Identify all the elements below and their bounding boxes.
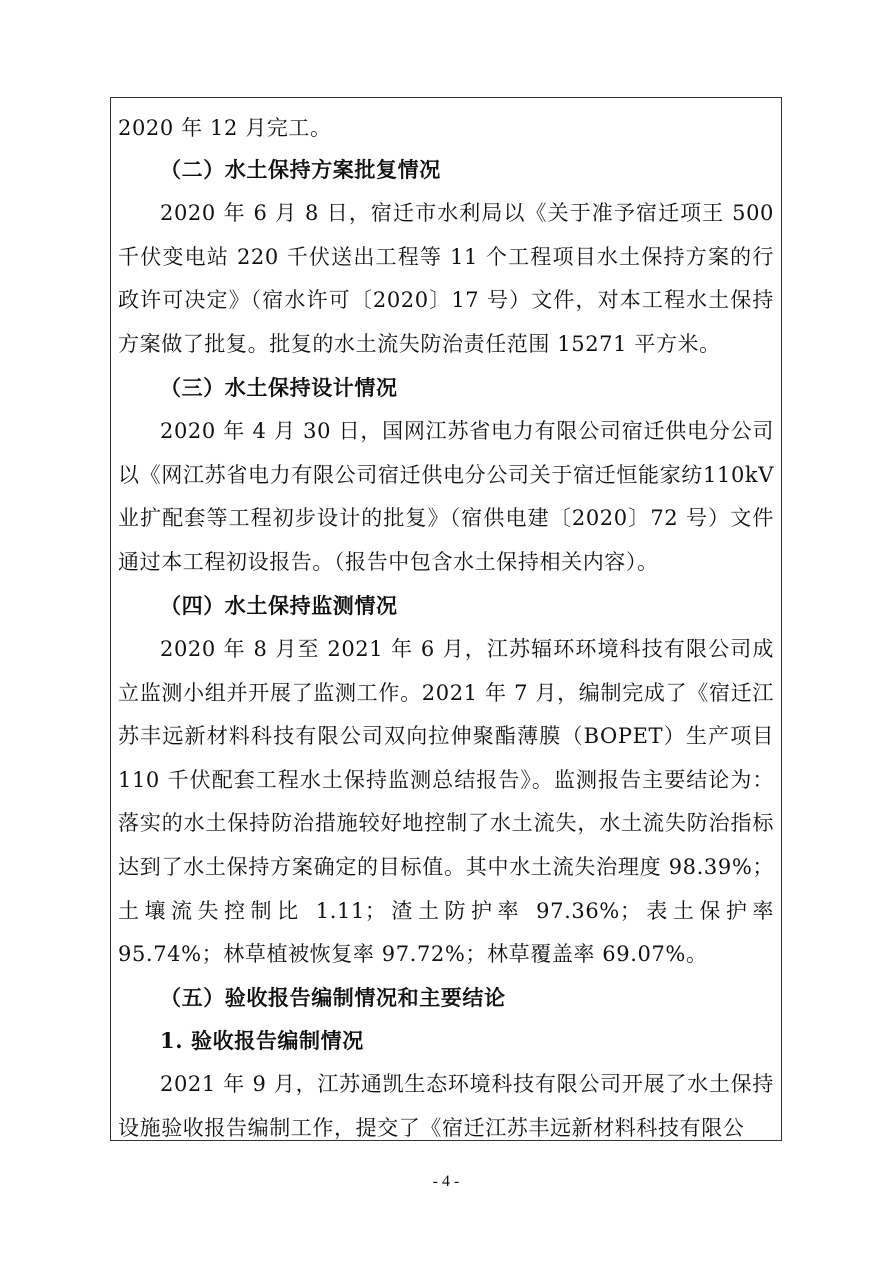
section-heading-monitoring: （四）水土保持监测情况 [160,593,398,618]
section-heading-acceptance: （五）验收报告编制情况和主要结论 [160,985,506,1010]
section-heading-design: （三）水土保持设计情况 [160,375,398,400]
section-heading-approval: （二）水土保持方案批复情况 [160,157,441,182]
subheading-report-preparation: 1. 验收报告编制情况 [160,1028,364,1053]
paragraph-approval: 2020 年 6 月 8 日，宿迁市水利局以《关于准予宿迁项王 500 千伏变电站 220 千伏送出工程等 11 个工程项目水土保持方案的行政许可决定》（宿水许可〔2020〕17 号）文件，对本工程水土保持方案做了批复。批复的水土流失防治责任范围 15271 平方米。 [118,201,774,356]
page-number: - 4 - [432,1173,460,1190]
paragraph-monitoring: 2020 年 8 月至 2021 年 6 月，江苏辐环环境科技有限公司成立监测小组并开展了监测工作。2021 年 7 月，编制完成了《宿迁江苏丰远新材料科技有限公司双向拉伸聚酯薄膜（BOPET）生产项目 110 千伏配套工程水土保持监测总结报告》。监测报告主要结论为：落实的水土保持防治措施较好地控制了水土流失，水土流失防治指标达到了水土保持方案确定的目标值。其中水土流失治理度 98.39%；土壤流失控制比 1.11；渣土防护率 97.36%；表土保护率 95.74%；林草植被恢复率 97.72%；林草覆盖率 69.07%。 [118,637,774,967]
paragraph-design: 2020 年 4 月 30 日，国网江苏省电力有限公司宿迁供电分公司以《网江苏省电力有限公司宿迁供电分公司关于宿迁恒能家纺110kV 业扩配套等工程初步设计的批复》（宿供电建〔2020〕72 号）文件通过本工程初设报告。（报告中包含水土保持相关内容）。 [118,419,774,574]
continued-text-line: 2020 年 12 月完工。 [118,116,332,140]
paragraph-report-preparation: 2021 年 9 月，江苏通凯生态环境科技有限公司开展了水土保持设施验收报告编制工作，提交了《宿迁江苏丰远新材料科技有限公 [118,1072,774,1140]
